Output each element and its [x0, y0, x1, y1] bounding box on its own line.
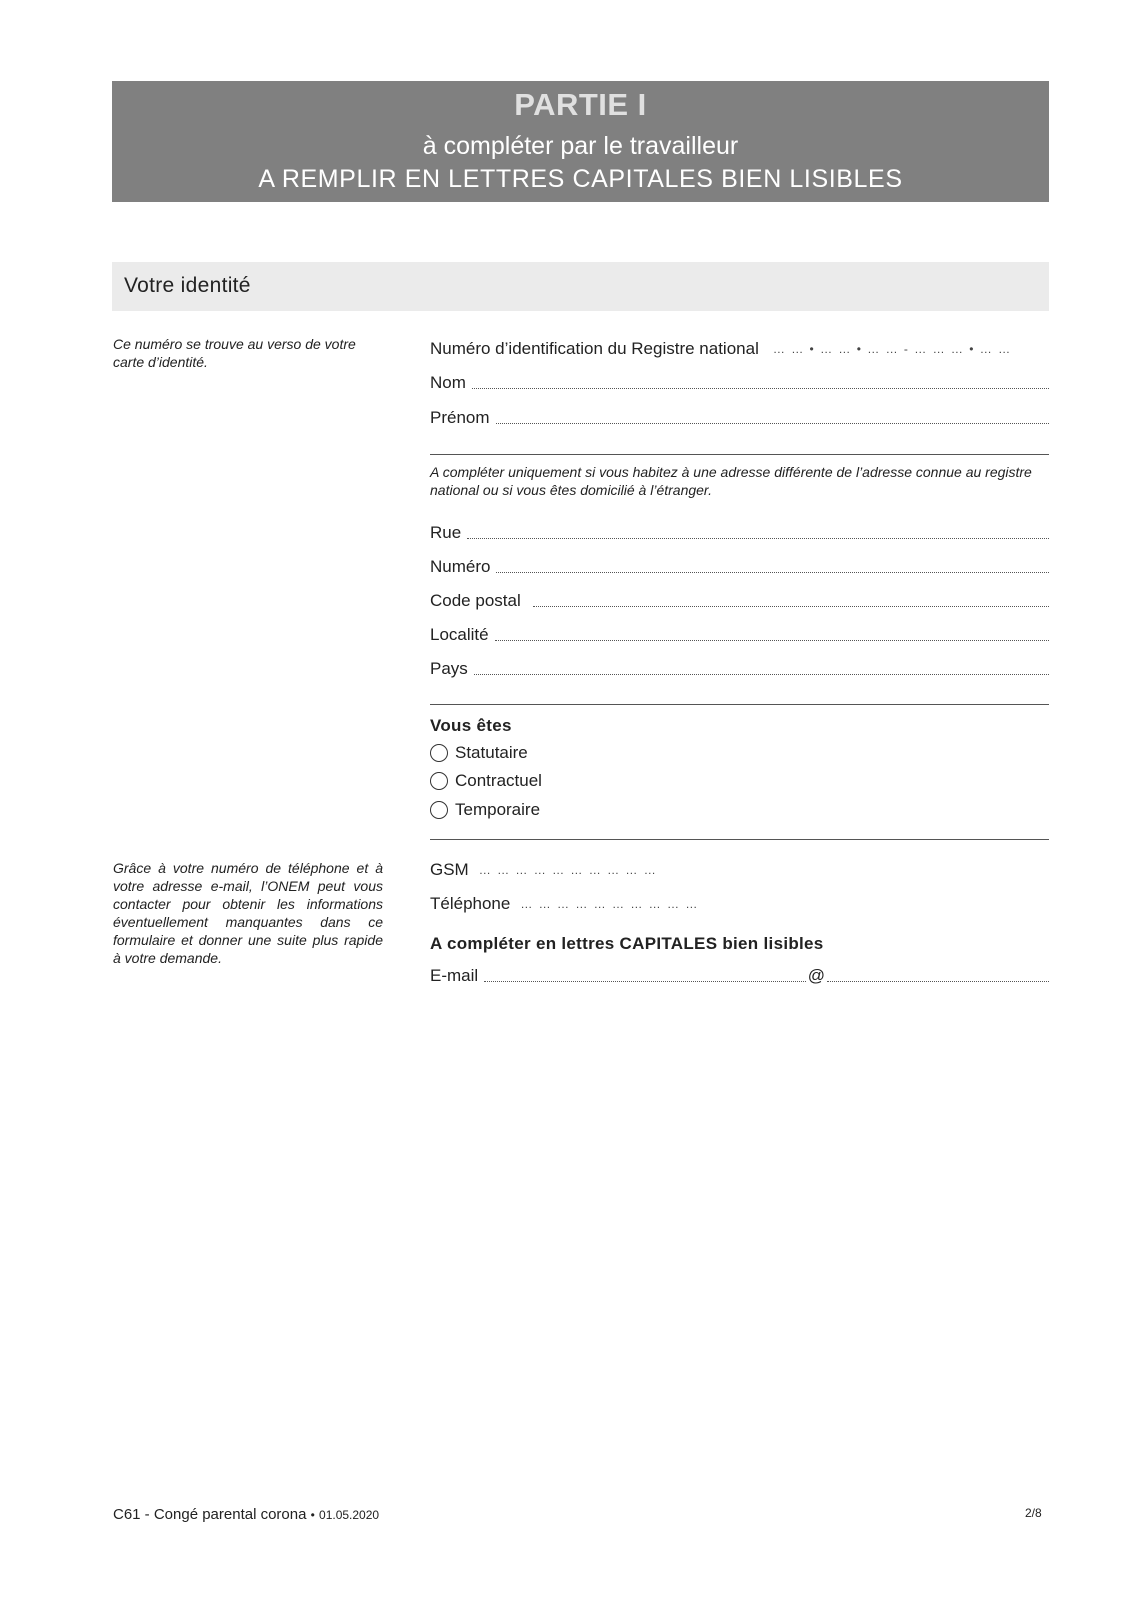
phone-mask[interactable]: … … … … … … … … … … [520, 897, 699, 911]
status-option-statutaire[interactable] [430, 740, 528, 766]
section-title: Votre identité [124, 274, 251, 297]
status-heading: Vous êtes [430, 716, 512, 735]
status-option-label: Temporaire [455, 800, 541, 819]
country-label: Pays [430, 659, 468, 678]
status-option-contractuel[interactable] [430, 768, 542, 794]
country-field[interactable] [430, 654, 1049, 680]
email-field[interactable] [430, 961, 1049, 987]
postal-code-field[interactable] [430, 586, 1049, 612]
part-banner [112, 81, 1049, 202]
status-option-label: Statutaire [455, 743, 528, 762]
firstname-input-line[interactable] [496, 422, 1049, 424]
national-number-label: Numéro d’identification du Registre national [430, 339, 759, 358]
firstname-label: Prénom [430, 408, 490, 427]
divider [430, 839, 1049, 840]
city-input-line[interactable] [495, 639, 1049, 641]
radio-circle-icon[interactable] [430, 744, 448, 762]
address-note: A compléter uniquement si vous habitez à une adresse différente de l’adresse connue au registre national ou si vous êtes domicilié à l’étranger. [430, 464, 1032, 498]
number-label: Numéro [430, 557, 491, 576]
gsm-mask[interactable]: … … … … … … … … … … [478, 863, 658, 877]
at-sign: @ [807, 966, 825, 985]
email-label: E-mail [430, 966, 479, 985]
radio-circle-icon[interactable] [430, 772, 448, 790]
street-input-line[interactable] [467, 537, 1049, 539]
country-input-line[interactable] [474, 673, 1049, 675]
part-subtitle: à compléter par le travailleur [422, 132, 739, 160]
name-field[interactable] [430, 368, 1049, 394]
status-option-label: Contractuel [455, 771, 542, 790]
name-label: Nom [430, 373, 466, 392]
firstname-field[interactable] [430, 403, 1049, 429]
part-instruction: A REMPLIR EN LETTRES CAPITALES BIEN LISIBLES [258, 165, 903, 193]
id-card-note: Ce numéro se trouve au verso de votre carte d’identité. [113, 336, 356, 370]
street-field[interactable] [430, 518, 1049, 544]
status-option-temporaire[interactable] [430, 797, 540, 823]
section-header [112, 262, 1049, 311]
footer-date: 01.05.2020 [319, 1508, 380, 1522]
part-title: PARTIE I [514, 87, 647, 122]
gsm-field[interactable] [430, 855, 1049, 881]
divider [430, 454, 1049, 455]
number-input-line[interactable] [496, 571, 1049, 573]
footer-form-id [113, 1506, 379, 1523]
phone-label: Téléphone [430, 894, 511, 913]
footer-form-name: C61 - Congé parental corona [113, 1506, 307, 1523]
radio-circle-icon[interactable] [430, 801, 448, 819]
gsm-label: GSM [430, 860, 469, 879]
name-input-line[interactable] [472, 387, 1049, 389]
number-field[interactable] [430, 552, 1049, 578]
capitals-heading: A compléter en lettres CAPITALES bien lisibles [430, 934, 824, 953]
footer-separator: • [310, 1508, 315, 1522]
contact-note: Grâce à votre numéro de téléphone et à votre adresse e-mail, l’ONEM peut vous contacter pour obtenir les informations éventuellement manquantes dans ce formulaire et donner une suite plus rapide à votre demande. [113, 860, 383, 966]
email-domain-input-line[interactable] [827, 980, 1049, 982]
national-number-mask: … … • … … • … … - … … … • … … [772, 342, 1012, 356]
postal-code-label: Code postal [430, 591, 521, 610]
email-user-input-line[interactable] [484, 980, 806, 982]
national-number-field[interactable] [430, 334, 1049, 360]
street-label: Rue [430, 523, 462, 542]
city-field[interactable] [430, 620, 1049, 646]
phone-field[interactable] [430, 889, 1049, 915]
footer-page-number: 2/8 [1025, 1506, 1042, 1520]
postal-code-input-line[interactable] [533, 605, 1049, 607]
city-label: Localité [430, 625, 489, 644]
divider [430, 704, 1049, 705]
